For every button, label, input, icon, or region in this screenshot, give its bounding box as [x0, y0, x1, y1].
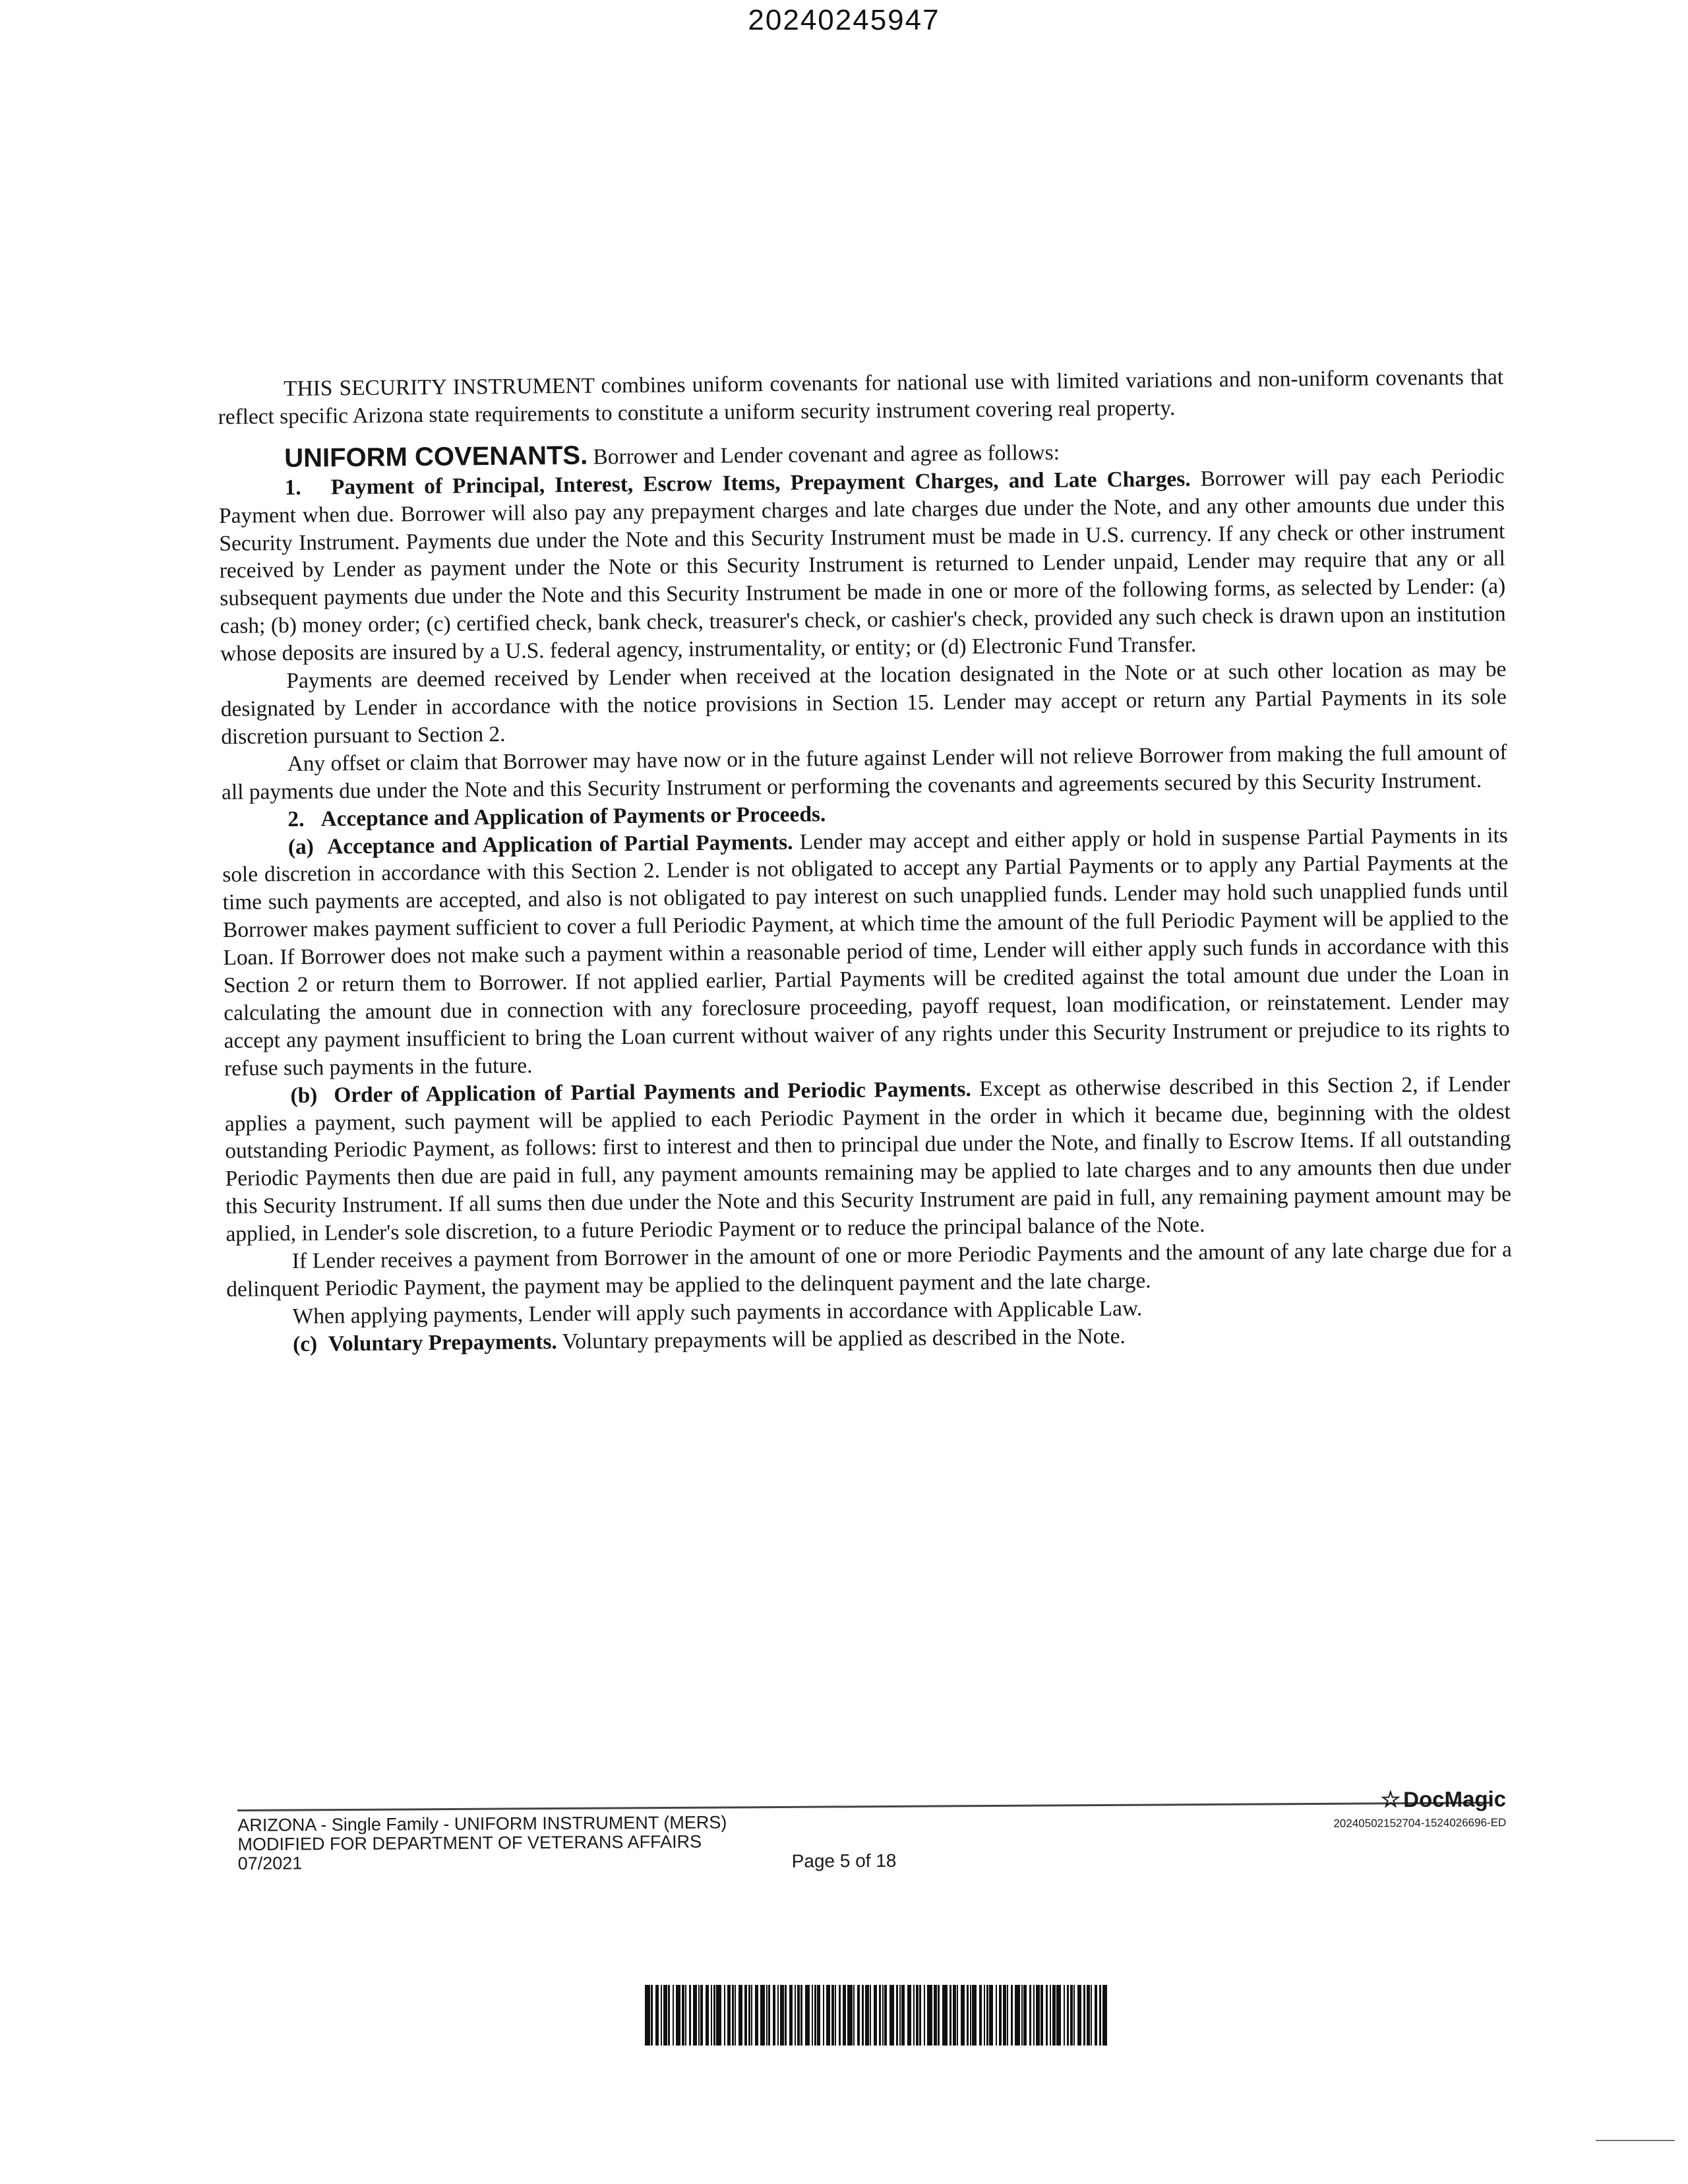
barcode-bar	[950, 1985, 951, 2046]
barcode-bar	[996, 1985, 997, 2046]
section-1-text: Borrower will pay each Periodic Payment when due. Borrower will also pay any prepayment charges and late charges due under the Note, and any other amounts due under this Security Instrument. Payments due under the Note and this Security Instrument must be made in U.S. currency. If any check or other instrument received by Lender as payment under the Note or this Security Instrument is returned to Lender unpaid, Lender may require that any or all subsequent payments due under the Note and this Security Instrument be made in one or more of the following forms, as selected by Lender: (a) cash; (b) money order; (c) certified check, bank check, treasurer's check, or cashier's check, provided any such check is drawn upon an institution whose deposits are insured by a U.S. federal agency, instrumentality, or entity; or (d) Electronic Fund Transfer.	[218, 463, 1506, 667]
barcode-bar	[693, 1985, 697, 2046]
section-1-paragraph	[218, 462, 1506, 668]
barcode-bar	[773, 1985, 775, 2046]
barcode-bar	[896, 1985, 898, 2046]
barcode-bar	[1102, 1985, 1107, 2046]
barcode-bar	[884, 1985, 887, 2046]
barcode-bar	[862, 1985, 864, 2046]
barcode-bar	[1011, 1985, 1013, 2046]
barcode-bar	[663, 1985, 667, 2046]
barcode-bar	[953, 1985, 956, 2046]
barcode-bar	[748, 1985, 750, 2046]
barcode-bar	[673, 1985, 674, 2046]
barcode-bar	[1046, 1985, 1048, 2046]
barcode-bar	[661, 1985, 662, 2046]
barcode-bar	[685, 1985, 686, 2046]
barcode-bar	[706, 1985, 709, 2046]
barcode-bar	[1070, 1985, 1073, 2046]
barcode-bar	[795, 1985, 796, 2046]
barcode-bar	[768, 1985, 770, 2046]
barcode-bar	[1067, 1985, 1069, 2046]
form-line-1: ARIZONA - Single Family - UNIFORM INSTRUMENT (MERS)	[237, 1812, 727, 1835]
barcode-bar	[913, 1985, 915, 2046]
barcode-bar	[831, 1985, 834, 2046]
uniform-covenants-intro: Borrower and Lender covenant and agree as follows:	[588, 440, 1060, 470]
barcode-bar	[800, 1985, 802, 2046]
barcode-bar	[1064, 1985, 1065, 2046]
barcode-bar	[735, 1985, 736, 2046]
barcode-bar	[732, 1985, 734, 2046]
document-id: 20240502152704-1524026696-ED	[1333, 1816, 1507, 1830]
barcode-bar	[907, 1985, 911, 2046]
barcode-bar	[698, 1985, 700, 2046]
barcode-bar	[1050, 1985, 1051, 2046]
barcode-bar	[924, 1985, 925, 2046]
form-identifier	[237, 1813, 727, 1873]
barcode-bar	[865, 1985, 869, 2046]
barcode-bar	[967, 1985, 969, 2046]
barcode-bar	[716, 1985, 721, 2046]
barcode-bar	[934, 1985, 937, 2046]
barcode-bar	[1052, 1985, 1056, 2046]
barcode-bar	[724, 1985, 725, 2046]
barcode-bar	[889, 1985, 894, 2046]
barcode-bar	[853, 1985, 855, 2046]
barcode-bar	[979, 1985, 982, 2046]
barcode-bar	[919, 1985, 921, 2046]
section-2c-text: Voluntary prepayments will be applied as described in the Note.	[557, 1323, 1126, 1354]
docmagic-logo	[1333, 1786, 1506, 1831]
barcode-bar	[812, 1985, 813, 2046]
barcode-bar	[645, 1985, 650, 2046]
barcode-bar	[984, 1985, 985, 2046]
barcode	[645, 1985, 1118, 2046]
barcode-bar	[805, 1985, 810, 2046]
barcode-bar	[961, 1985, 965, 2046]
barcode-bar	[766, 1985, 768, 2046]
barcode-bar	[826, 1985, 830, 2046]
form-line-3: 07/2021	[237, 1853, 303, 1873]
section-2a-heading: (a) Acceptance and Application of Partial Payments.	[287, 830, 793, 859]
barcode-bar	[1029, 1985, 1031, 2046]
barcode-bar	[711, 1985, 712, 2046]
barcode-bar	[916, 1985, 919, 2046]
barcode-bar	[843, 1985, 846, 2046]
barcode-bar	[682, 1985, 684, 2046]
logo-brand: DocMagic	[1403, 1786, 1507, 1812]
uniform-covenants-heading: UNIFORM COVENANTS.	[284, 440, 588, 473]
barcode-bar	[655, 1985, 659, 2046]
barcode-bar	[1023, 1985, 1027, 2046]
barcode-bar	[751, 1985, 752, 2046]
section-2b-heading: (b) Order of Application of Partial Payments and Periodic Payments.	[290, 1076, 971, 1108]
barcode-bar	[744, 1985, 747, 2046]
barcode-bar	[847, 1985, 853, 2046]
section-2b-paragraph-3: When applying payments, Lender will apply such payments in accordance with Applicable Law.	[292, 1296, 1143, 1329]
barcode-bar	[1015, 1985, 1020, 2046]
barcode-bar	[879, 1985, 881, 2046]
barcode-bar	[1040, 1985, 1043, 2046]
barcode-bar	[882, 1985, 884, 2046]
form-line-2: MODIFIED FOR DEPARTMENT OF VETERANS AFFAIRS	[237, 1831, 702, 1854]
barcode-bar	[942, 1985, 948, 2046]
barcode-bar	[823, 1985, 824, 2046]
barcode-bar	[814, 1985, 816, 2046]
barcode-bar	[901, 1985, 905, 2046]
barcode-bar	[1036, 1985, 1040, 2046]
barcode-bar	[835, 1985, 836, 2046]
barcode-bar	[700, 1985, 703, 2046]
section-2c-heading: (c) Voluntary Prepayments.	[292, 1329, 557, 1356]
barcode-bar	[986, 1985, 988, 2046]
section-2a-text: Lender may accept and either apply or hold in suspense Partial Payments in its sole discretion in accordance with this Section 2. Lender is not obligated to accept any Partial Payments or to apply any Partial Payments at the time such payments are accepted, and also is not obligated to pay interest on such unapplied funds. Lender may hold such unapplied funds until Borrower makes payment sufficient to cover a full Periodic Payment, at which time the amount of the full Periodic Payment will be applied to the Loan. If Borrower does not make such a payment within a reasonable period of time, Lender will either apply such funds in accordance with this Section 2 or return them to Borrower. If not applied earlier, Partial Payments will be credited against the total amount due under the Loan in calculating the amount due in connection with any foreclosure proceeding, payoff request, loan modification, or reinstatement. Lender may accept any payment insufficient to bring the Loan current without waiver of any rights under this Security Instrument or prejudice to its rights to refuse such payments in the future.	[222, 822, 1510, 1081]
document-body	[218, 363, 1513, 1358]
barcode-bar	[755, 1985, 758, 2046]
barcode-bar	[1091, 1985, 1092, 2046]
footer-rule	[237, 1802, 1490, 1811]
barcode-bar	[1095, 1985, 1097, 2046]
barcode-bar	[1087, 1985, 1090, 2046]
barcode-bar	[1003, 1985, 1006, 2046]
barcode-bar	[668, 1985, 670, 2046]
barcode-bar	[857, 1985, 860, 2046]
barcode-bar	[738, 1985, 742, 2046]
barcode-bar	[1007, 1985, 1008, 2046]
section-1-heading: 1. Payment of Principal, Interest, Escrow Items, Prepayment Charges, and Late Charges.	[284, 466, 1191, 500]
barcode-bar	[972, 1985, 977, 2046]
barcode-bar	[839, 1985, 841, 2046]
barcode-bar	[957, 1985, 958, 2046]
section-2b-text: Except as otherwise described in this Section 2, if Lender applies a payment, such payment will be applied to each Periodic Payment in the order in which it became due, beginning with the oldest outstanding Periodic Payment, as follows: first to interest and then to principal due under the Note, and finally to Escrow Items. If all outstanding Periodic Payments then due are paid in full, any payment amounts remaining may be applied to late charges and to any amounts then due under this Security Instrument. If all sums then due under the Note and this Security Instrument are paid in full, any remaining payment amount may be applied, in Lender's sole discretion, to a future Periodic Payment or to reduce the principal balance of the Note.	[224, 1071, 1512, 1247]
barcode-bar	[874, 1985, 877, 2046]
barcode-bar	[785, 1985, 787, 2046]
scan-mark	[1596, 2140, 1675, 2141]
barcode-bar	[989, 1985, 993, 2046]
barcode-bar	[1056, 1985, 1061, 2046]
section-2b-paragraph	[224, 1070, 1511, 1248]
section-2-heading: 2. Acceptance and Application of Payments or Proceeds.	[287, 801, 826, 832]
barcode-bar	[760, 1985, 765, 2046]
star-icon: ☆	[1380, 1787, 1401, 1813]
section-1-paragraph-3: Any offset or claim that Borrower may have now or in the future against Lender will not relieve Borrower from making the full amount of all payments due under the Note and this Security Instrument or performing the covenants and agreements secured by this Security Instrument.	[221, 740, 1507, 804]
barcode-bar	[713, 1985, 715, 2046]
barcode-bar	[797, 1985, 800, 2046]
barcode-bar	[727, 1985, 731, 2046]
section-1-paragraph-2: Payments are deemed received by Lender when received at the location designated in the Note or at such other location as may be designated by Lender in accordance with the notice provisions in Section 15. Lender may accept or return any Partial Payments in its sole discretion pursuant to Section 2.	[220, 657, 1507, 749]
barcode-bar	[999, 1985, 1002, 2046]
barcode-bar	[970, 1985, 971, 2046]
barcode-bar	[689, 1985, 691, 2046]
barcode-bar	[1021, 1985, 1023, 2046]
page-footer	[237, 1786, 1517, 1886]
barcode-bar	[777, 1985, 779, 2046]
intro-paragraph: THIS SECURITY INSTRUMENT combines uniform covenants for national use with limited variations and non-uniform covenants that reflect specific Arizona state requirements to constitute a uniform security instrument covering real property.	[218, 365, 1504, 429]
barcode-bar	[1073, 1985, 1075, 2046]
barcode-bar	[870, 1985, 871, 2046]
barcode-bar	[938, 1985, 940, 2046]
barcode-bar	[927, 1985, 932, 2046]
recording-number: 20240245947	[748, 4, 940, 36]
barcode-bar	[1077, 1985, 1081, 2046]
barcode-bar	[651, 1985, 653, 2046]
section-2a-paragraph	[222, 822, 1511, 1083]
barcode-bar	[1083, 1985, 1085, 2046]
page-number: Page 5 of 18	[791, 1850, 897, 1871]
barcode-bar	[817, 1985, 820, 2046]
barcode-bar	[899, 1985, 901, 2046]
barcode-bar	[789, 1985, 793, 2046]
section-2b-paragraph-2: If Lender receives a payment from Borrower in the amount of one or more Periodic Payments and the amount of any late charge due for a delinquent Periodic Payment, the payment may be applied to the delinquent payment and the late charge.	[226, 1237, 1512, 1302]
barcode-bar	[1099, 1985, 1101, 2046]
barcode-bar	[1033, 1985, 1035, 2046]
barcode-bar	[676, 1985, 680, 2046]
barcode-bar	[780, 1985, 784, 2046]
